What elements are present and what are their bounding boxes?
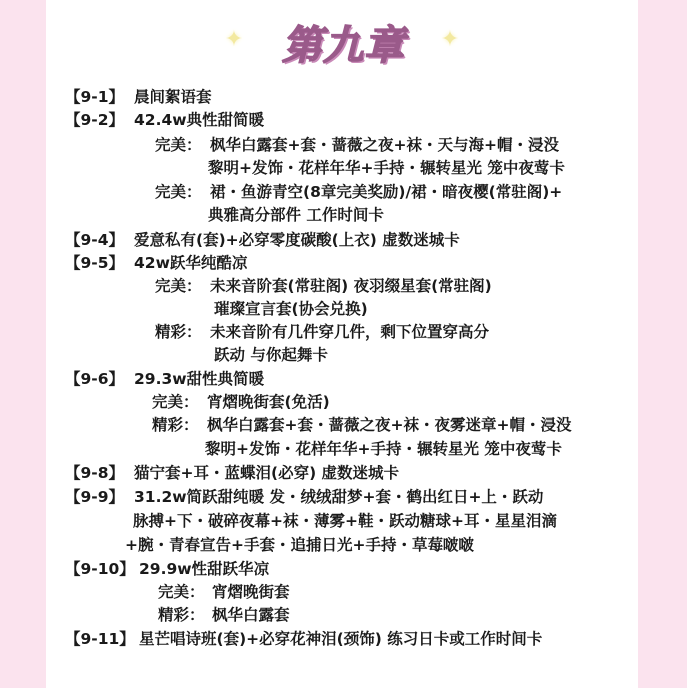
outfit-text: 枫华白露套+套・蔷薇之夜+袜・夜雾迷章+帽・浸没 [207, 416, 572, 434]
outfit-text: 裙・鱼游青空(8章完美奖励)/裙・暗夜樱(常驻阁)+ [210, 183, 563, 201]
stage-tag: 【9-10】 [65, 560, 135, 578]
sparkle-icon: ✦ [224, 27, 244, 52]
stage-text: 42w跃华纯酷凉 [134, 254, 248, 272]
chapter-title: 第九章 [282, 23, 405, 69]
stage-text: 29.3w甜性典简暖 [134, 370, 265, 388]
stage-text: 晨间絮语套 [134, 88, 212, 106]
outfit-text: 黎明+发饰・花样年华+手持・辗转星光 笼中夜莺卡 [208, 159, 565, 177]
outfit-text: 黎明+发饰・花样年华+手持・辗转星光 笼中夜莺卡 [205, 440, 562, 458]
outfit-text: 宵熠晚街套 [212, 583, 290, 601]
stage-text: 29.9w性甜跃华凉 [139, 560, 270, 578]
rating-label: 完美： [155, 183, 202, 201]
outfit-text: 未来音阶套(常驻阁) 夜羽缀星套(常驻阁) [210, 277, 492, 295]
rating-label: 精彩： [158, 606, 205, 624]
stage-tag: 【9-8】 [65, 464, 125, 482]
rating-label: 完美： [155, 277, 202, 295]
outfit-text: 枫华白露套 [212, 606, 290, 624]
stage-tag: 【9-11】 [65, 630, 135, 648]
stage-tag: 【9-1】 [65, 88, 125, 106]
stage-tag: 【9-6】 [65, 370, 125, 388]
stage-text: 42.4w典性甜简暖 [134, 111, 265, 129]
rating-label: 精彩： [152, 416, 199, 434]
stage-text: +腕・青春宣告+手套・追捕日光+手持・草莓啵啵 [125, 536, 474, 554]
sparkle-icon: ✦ [440, 27, 460, 52]
stage-text: 星芒唱诗班(套)+必穿花神泪(颈饰) 练习日卡或工作时间卡 [139, 630, 543, 648]
outfit-text: 典雅高分部件 工作时间卡 [208, 206, 384, 224]
rating-label: 完美： [152, 393, 199, 411]
stage-tag: 【9-9】 [65, 488, 125, 506]
outfit-text: 跃动 与你起舞卡 [214, 346, 328, 364]
stage-tag: 【9-4】 [65, 231, 125, 249]
outfit-text: 枫华白露套+套・蔷薇之夜+袜・天与海+帽・浸没 [210, 136, 559, 154]
outfit-text: 宵熠晚街套(免活) [207, 393, 330, 411]
stage-text: 31.2w简跃甜纯暖 发・绒绒甜梦+套・鹤出红日+上・跃动 [134, 488, 544, 506]
outfit-text: 未来音阶有几件穿几件，剩下位置穿高分 [210, 323, 490, 341]
stage-text: 脉搏+下・破碎夜幕+袜・薄雾+鞋・跃动糖球+耳・星星泪滴 [133, 512, 557, 530]
stage-tag: 【9-5】 [65, 254, 125, 272]
stage-text: 爱意私有(套)+必穿零度碳酸(上衣) 虚数迷城卡 [134, 231, 460, 249]
rating-label: 精彩： [155, 323, 202, 341]
stage-tag: 【9-2】 [65, 111, 125, 129]
stage-text: 猫宁套+耳・蓝蝶泪(必穿) 虚数迷城卡 [134, 464, 400, 482]
rating-label: 完美： [158, 583, 205, 601]
outfit-text: 璀璨宣言套(协会兑换) [214, 300, 368, 318]
rating-label: 完美： [155, 136, 202, 154]
